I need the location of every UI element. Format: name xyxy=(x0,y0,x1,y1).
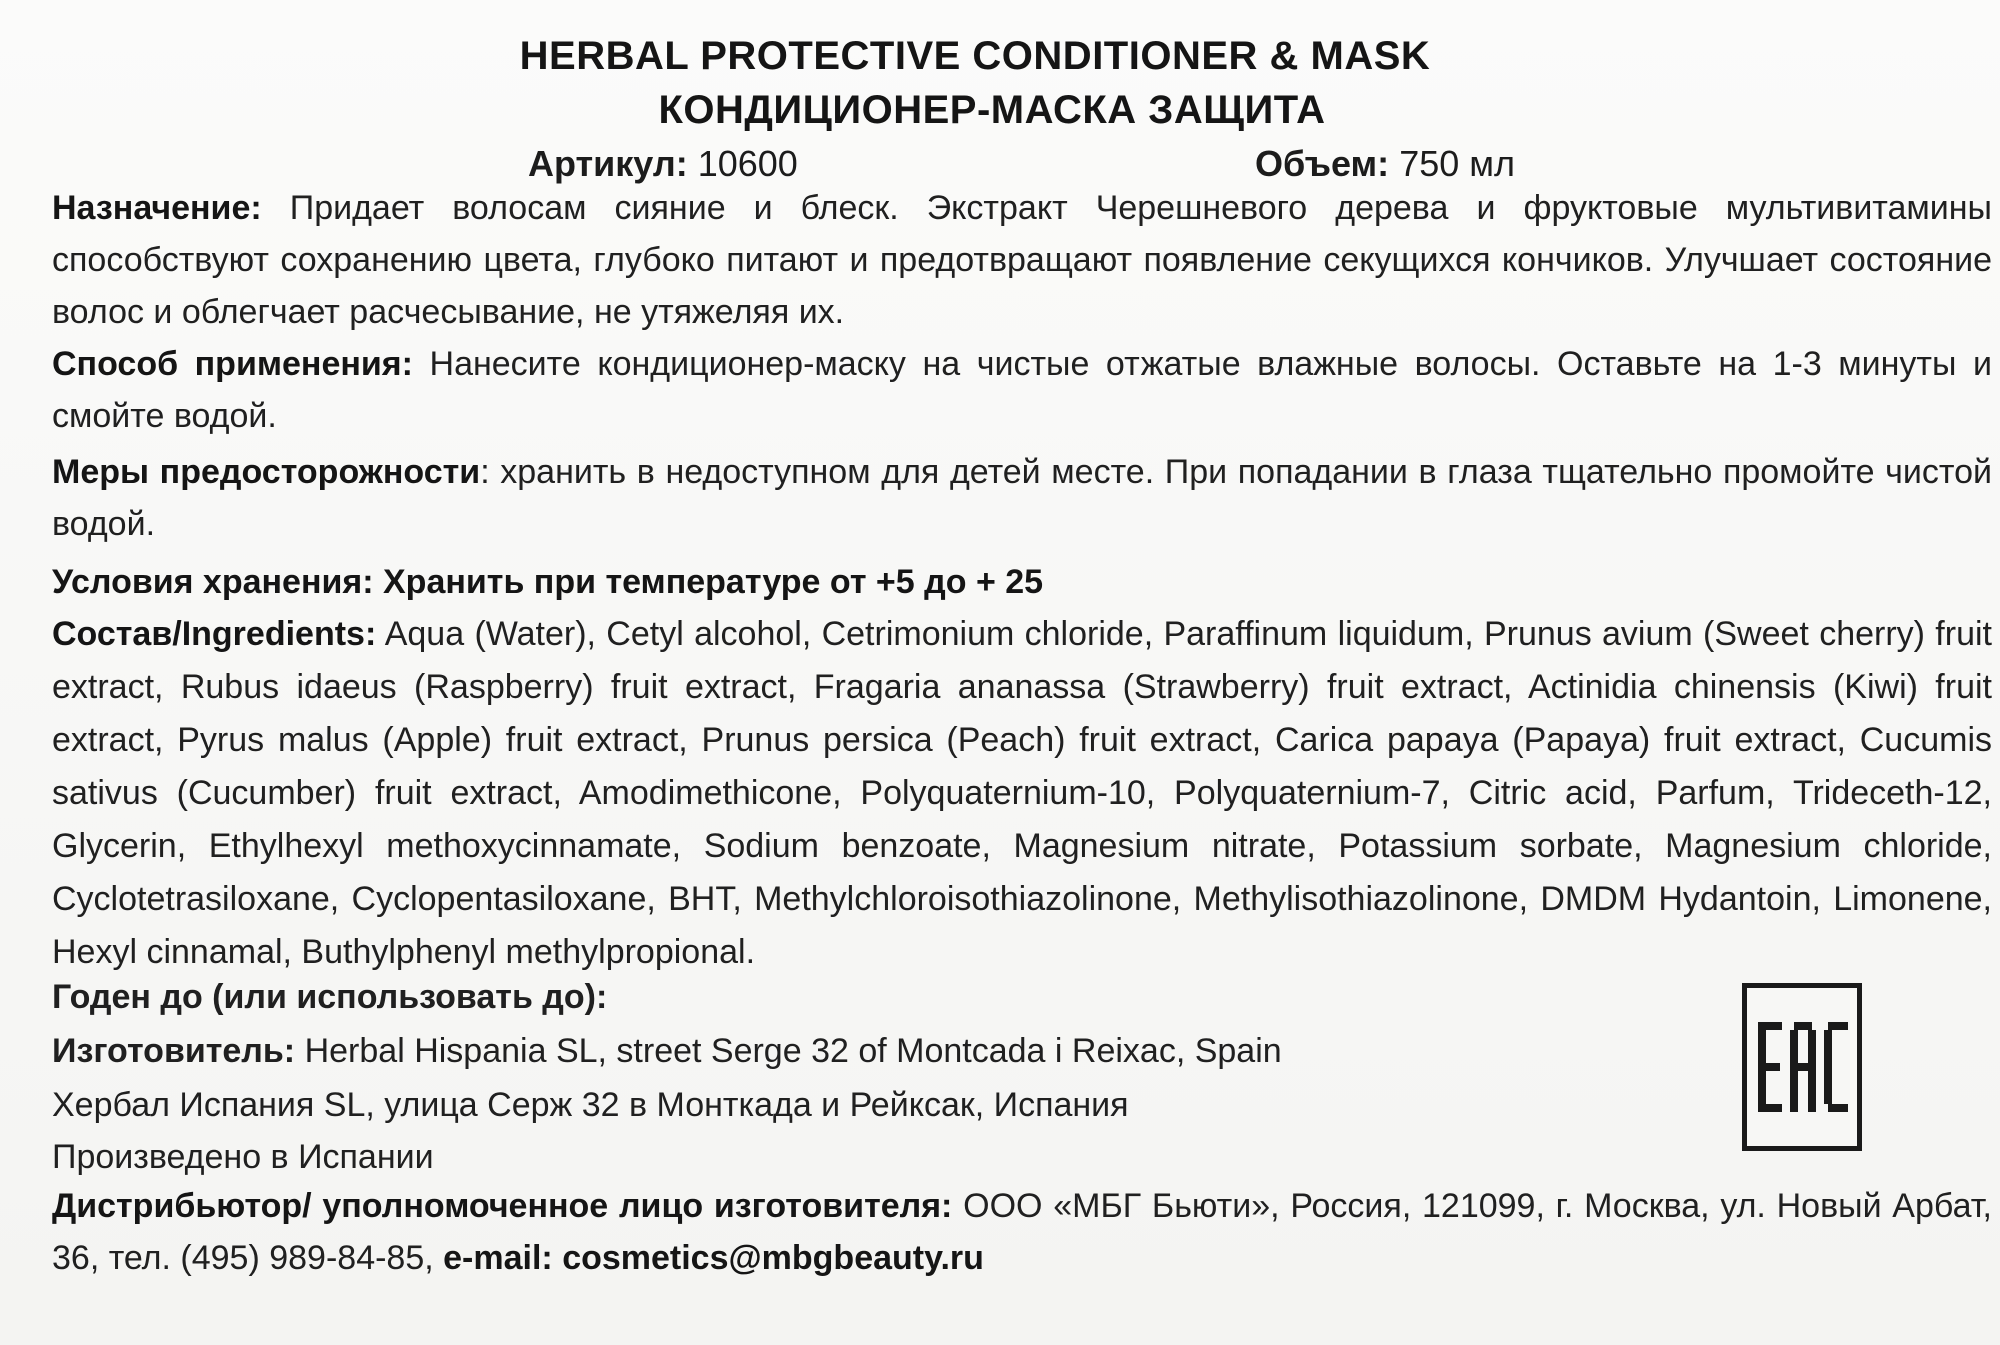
manufacturer-label: Изготовитель: xyxy=(52,1032,296,1070)
precautions-section xyxy=(52,446,1992,550)
eac-certification-icon xyxy=(1742,983,1862,1151)
manufacturer-line xyxy=(52,1032,1282,1071)
purpose-text: Придает волосам сияние и блеск. Экстракт Черешневого дерева и фруктовые мультивитамины способствуют сохранению цвета, глубоко питают и предотвращают появление секущихся кончиков. Улучшает состояние волос и облегчает расчесывание, не утяжеляя их. xyxy=(52,189,1992,331)
manufacturer-text-ru: Хербал Испания SL, улица Серж 32 в Монткада и Рейксак, Испания xyxy=(52,1086,1129,1124)
volume-value: 750 мл xyxy=(1399,143,1516,184)
usage-section xyxy=(52,338,1992,442)
storage-text: : Хранить при температуре от +5 до + 25 xyxy=(362,563,1044,601)
volume xyxy=(1255,143,1515,185)
manufacturer-text-en: Herbal Hispania SL, street Serge 32 of Montcada i Reixac, Spain xyxy=(304,1032,1282,1070)
expiry-line xyxy=(52,978,607,1017)
usage-text: Нанесите кондиционер-маску на чистые отжатые влажные волосы. Оставьте на 1-3 минуты и смойте водой. xyxy=(52,345,1992,435)
expiry-label: Годен до (или использовать до): xyxy=(52,978,608,1016)
title-russian: КОНДИЦИОНЕР-МАСКА ЗАЩИТА xyxy=(658,88,1326,132)
title-english: HERBAL PROTECTIVE CONDITIONER & MASK xyxy=(519,34,1431,78)
precautions-label: Меры предосторожности xyxy=(52,453,481,491)
article-value: 10600 xyxy=(697,143,798,184)
distributor-text: ООО «МБГ Бьюти», Россия, 121099, г. Москва, ул. Новый Арбат, 36, тел. (495) 989-84-85, xyxy=(52,1187,1992,1277)
article-number xyxy=(528,143,798,185)
usage-label: Способ применения: xyxy=(52,345,413,383)
distributor-section xyxy=(52,1180,1992,1284)
email-label: e-mail: xyxy=(443,1239,553,1277)
volume-label: Объем: xyxy=(1255,143,1390,184)
storage-label: Условия хранения xyxy=(52,563,363,601)
origin-text: Произведено в Испании xyxy=(52,1138,434,1176)
precautions-text: : хранить в недоступном для детей месте. При попадании в глаза тщательно промойте чистой водой. xyxy=(52,453,1992,543)
ingredients-text: Aqua (Water), Cetyl alcohol, Cetrimonium chloride, Paraffinum liquidum, Prunus avium (Sweet cherry) fruit extract, Rubus idaeus (Raspberry) fruit extract, Fragaria ananassa (Strawberry) fruit extract, Actinidia chinensis (Kiwi) fruit extract, Pyrus malus (Apple) fruit extract, Prunus persica (Peach) fruit extract, Carica papaya (Papaya) fruit extract, Cucumis sativus (Cucumber) fruit extract, Amodimethicone, Polyquaternium-10, Polyquaternium-7, Citric acid, Parfum, Trideceth-12, Glycerin, Ethylhexyl methoxycinnamate, Sodium benzoate, Magnesium nitrate, Potassium sorbate, Magnesium chloride, Cyclotetrasiloxane, Cyclopentasiloxane, BHT, Methylchloroisothiazolinone, Methylisothiazolinone, DMDM Hydantoin, Limonene, Hexyl cinnamal, Buthylphenyl methylpropional. xyxy=(52,615,1992,971)
eac-mark-graphic xyxy=(1756,1002,1848,1132)
ingredients-label: Состав/Ingredients: xyxy=(52,615,377,653)
ingredients-section xyxy=(52,608,1992,979)
purpose-label: Назначение: xyxy=(52,189,262,227)
article-label: Артикул: xyxy=(528,143,688,184)
email-address: cosmetics@mbgbeauty.ru xyxy=(562,1239,984,1277)
distributor-label: Дистрибьютор/ уполномоченное лицо изготовителя: xyxy=(52,1187,953,1225)
storage-section xyxy=(52,556,1992,608)
purpose-section xyxy=(52,182,1992,338)
